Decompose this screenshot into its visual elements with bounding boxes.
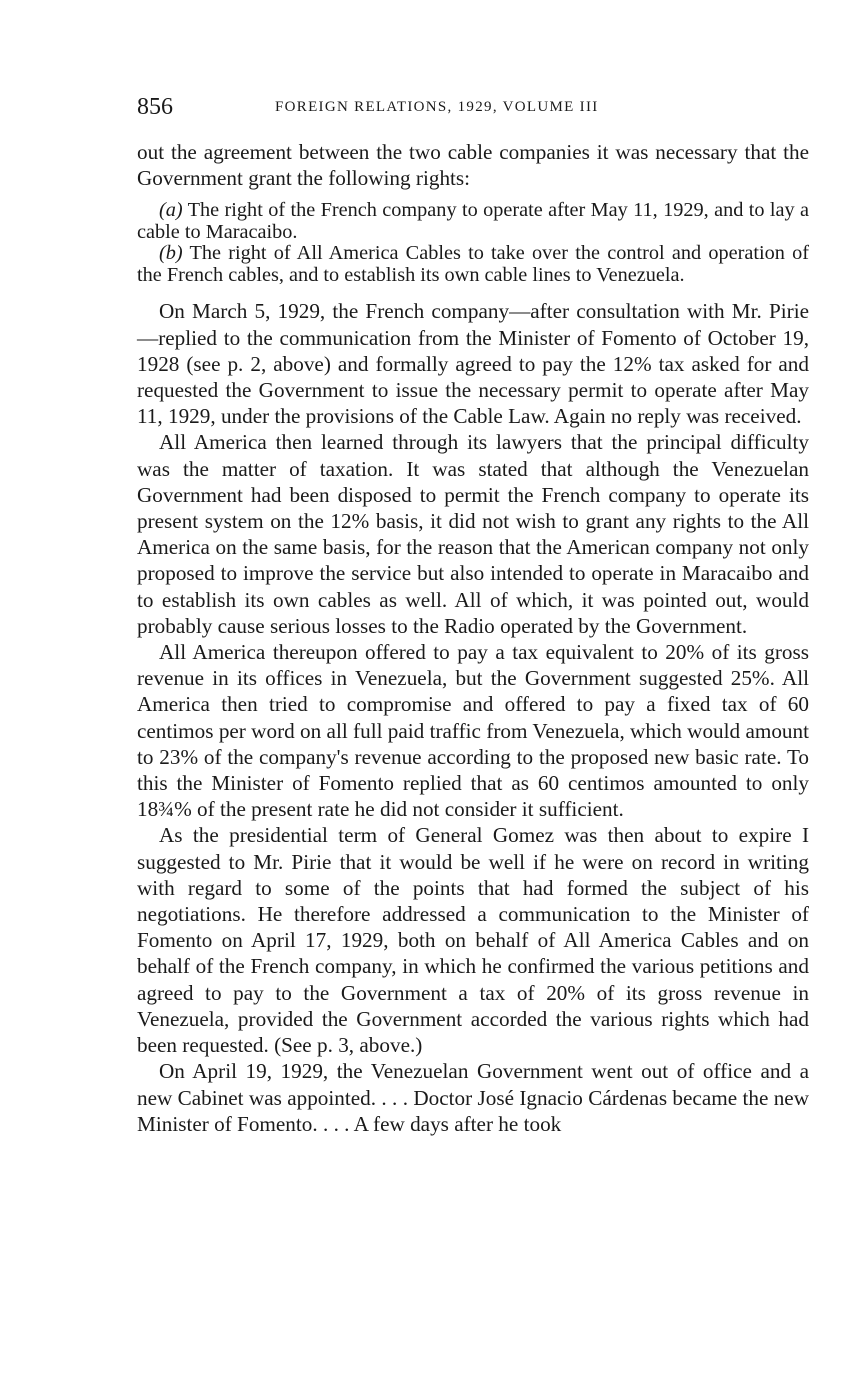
running-title: FOREIGN RELATIONS, 1929, VOLUME III (275, 99, 599, 115)
intro-paragraph: out the agreement between the two cable companies it was necessary that the Government grant the following rights: (137, 140, 809, 191)
list-item-b (137, 243, 809, 286)
list-label: (a) (159, 199, 183, 222)
list-item-a (137, 200, 809, 243)
rights-list (137, 200, 809, 286)
running-head (137, 93, 812, 121)
paragraph-tax-offer: All America thereupon offered to pay a tax equivalent to 20% of its gross revenue in its offices in Venezuela, but the Government suggested 25%. All America then tried to compromise and offered to pay a fixed tax of 60 centimos per word on all full paid traffic from Venezuela, which would amount to 23% of the company's revenue according to the proposed new basic rate. To this the Minister of Fomento replied that as 60 centimos amounted to only 18¾% of the present rate he did not consider it sufficient. (137, 640, 809, 822)
paragraph-march-5: On March 5, 1929, the French company—after consultation with Mr. Pirie—replied to the communication from the Minister of Fomento of October 19, 1928 (see p. 2, above) and formally agreed to pay the 12% tax asked for and requested the Government to issue the necessary permit to operate after May 11, 1929, under the provisions of the Cable Law. Again no reply was received. (137, 299, 809, 429)
paragraph-new-cabinet: On April 19, 1929, the Venezuelan Government went out of office and a new Cabinet was appointed. . . . Doctor José Ignacio Cárdenas became the new Minister of Fomento. . . . A few days after he took (137, 1059, 809, 1136)
paragraph-presidential-term: As the presidential term of General Gomez was then about to expire I suggested to Mr. Pirie that it would be well if he were on record in writing with regard to some of the points that had formed the subject of his negotiations. He therefore addressed a communication to the Minister of Fomento on April 17, 1929, both on behalf of All America Cables and on behalf of the French company, in which he confirmed the various petitions and agreed to pay to the Government a tax of 20% of its gross revenue in Venezuela, provided the Government accorded the various rights which had been requested. (See p. 3, above.) (137, 823, 809, 1058)
list-item-text: The right of the French company to operate after May 11, 1929, and to lay a cable to Maracaibo. (137, 199, 809, 243)
body-text (137, 139, 809, 1137)
page-number: 856 (137, 94, 173, 120)
paragraph-taxation-difficulty: All America then learned through its lawyers that the principal difficulty was the matter of taxation. It was stated that although the Venezuelan Government had been disposed to permit the French company to operate its present system on the 12% basis, it did not wish to grant any rights to the All America on the same basis, for the reason that the American company not only proposed to improve the service but also intended to operate in Maracaibo and to establish its own cables as well. All of which, it was pointed out, would probably cause serious losses to the Radio operated by the Government. (137, 430, 809, 638)
list-label: (b) (159, 242, 183, 265)
list-item-text: The right of All America Cables to take over the control and operation of the French cables, and to establish its own cable lines to Venezuela. (137, 242, 809, 286)
